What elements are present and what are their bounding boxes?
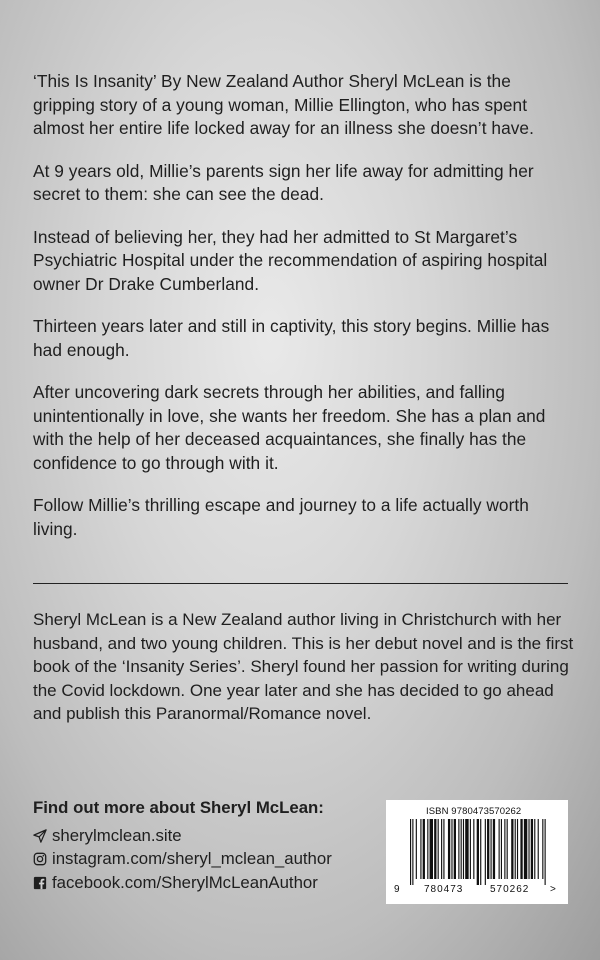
author-links [33,798,373,895]
facebook-icon [33,876,47,890]
barcode-bars [410,819,560,885]
send-icon [33,829,47,843]
blurb-paragraph-1: ‘This Is Insanity’ By New Zealand Author Sheryl McLean is the gripping story of a young woman, Millie Ellington, who has spent almost her entire life locked away for an illness she doesn’t have. [33,71,534,138]
barcode-digit-prefix: 9 [394,884,400,895]
blurb-paragraph-5: After uncovering dark secrets through her abilities, and falling unintentionally in love, she wants her freedom. She has a plan and with the help of her deceased acquaintances, she finally has the confidence to go through with it. [33,382,546,473]
facebook-link-text: facebook.com/SherylMcLeanAuthor [52,872,318,892]
links-heading: Find out more about Sheryl McLean: [33,798,324,817]
blurb-paragraph-2: At 9 years old, Millie’s parents sign her life away for admitting her secret to them: she can see the dead. [33,160,534,204]
isbn-label: ISBN 9780473570262 [426,806,522,817]
website-link[interactable] [33,824,373,848]
blurb-paragraph-4: Thirteen years later and still in captivity, this story begins. Millie has had enough. [33,316,550,360]
barcode-digit-suffix: > [550,884,556,895]
instagram-link-text: instagram.com/sheryl_mclean_author [52,849,332,869]
blurb-paragraph-6: Follow Millie’s thrilling escape and journey to a life actually worth living. [33,495,529,539]
book-blurb [33,70,573,560]
instagram-icon [33,852,47,866]
author-bio: Sheryl McLean is a New Zealand author living in Christchurch with her husband, and two young children. This is her debut novel and is the first book of the ‘Insanity Series’. Sheryl found her passion for writing during the Covid lockdown. One year later and she has decided to go ahead and publish this Paranormal/Romance novel. [33,610,574,723]
divider-line [33,583,568,584]
facebook-link[interactable] [33,871,373,895]
barcode-digits-left: 780473 [424,884,464,895]
barcode-digits-right: 570262 [490,884,530,895]
isbn-barcode [386,800,568,904]
instagram-link[interactable] [33,848,373,872]
blurb-paragraph-3: Instead of believing her, they had her admitted to St Margaret’s Psychiatric Hospital under the recommendation of aspiring hospital owner Dr Drake Cumberland. [33,226,548,294]
website-link-text: sherylmclean.site [52,825,182,845]
